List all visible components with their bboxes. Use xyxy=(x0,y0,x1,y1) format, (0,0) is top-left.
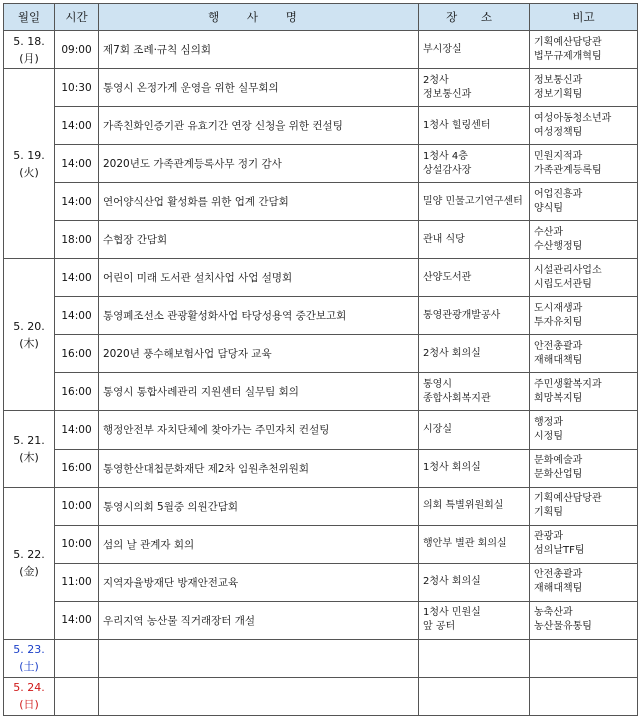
date-text: (木) xyxy=(19,451,39,465)
header-row xyxy=(4,4,638,31)
note-cell xyxy=(530,601,638,639)
place-cell xyxy=(419,221,530,259)
time-cell: 16:00 xyxy=(55,335,99,373)
place-text: 행안부 별관 회의실 xyxy=(423,538,507,550)
note-text: 재해대책팀 xyxy=(534,583,583,595)
note-text: 가족관계등록팀 xyxy=(534,164,602,176)
note-cell xyxy=(530,525,638,563)
place-text: 시장실 xyxy=(423,423,452,435)
schedule-row xyxy=(4,335,638,373)
note-cell xyxy=(530,639,638,677)
time-cell: 16:00 xyxy=(55,373,99,411)
note-text: 농축산과 xyxy=(534,607,573,619)
schedule-row xyxy=(4,69,638,107)
note-text: 여성아동청소년과 xyxy=(534,112,612,124)
note-cell xyxy=(530,449,638,487)
event-name: 지역자율방재단 방재안전교육 xyxy=(99,563,419,601)
event-name: 어린이 미래 도서관 설치사업 사업 설명회 xyxy=(99,259,419,297)
note-text: 민원지적과 xyxy=(534,150,583,162)
event-name: 통영한산대첩문화재단 제2차 임원추천위원회 xyxy=(99,449,419,487)
place-cell xyxy=(419,601,530,639)
place-cell xyxy=(419,31,530,69)
note-cell xyxy=(530,31,638,69)
place-text: 상설감사장 xyxy=(423,164,472,176)
event-name: 연어양식산업 활성화를 위한 업계 간담회 xyxy=(99,183,419,221)
place-text: 부시장실 xyxy=(423,43,462,55)
note-text: 도시재생과 xyxy=(534,302,583,314)
place-text: 2청사 회의실 xyxy=(423,576,481,588)
event-name xyxy=(99,677,419,715)
time-cell: 10:00 xyxy=(55,487,99,525)
schedule-row xyxy=(4,259,638,297)
place-cell xyxy=(419,297,530,335)
header-note: 비고 xyxy=(530,4,638,31)
header-date: 월일 xyxy=(4,4,55,31)
event-name: 통영시 통합사례관리 지원센터 실무팀 회의 xyxy=(99,373,419,411)
note-text: 기획예산담당관 xyxy=(534,493,602,505)
date-text: 5. 18. xyxy=(13,34,45,48)
time-cell: 14:00 xyxy=(55,297,99,335)
note-text: 행정과 xyxy=(534,416,563,428)
schedule-row xyxy=(4,487,638,525)
place-cell xyxy=(419,563,530,601)
note-cell xyxy=(530,297,638,335)
note-cell xyxy=(530,145,638,183)
date-text: (火) xyxy=(19,165,39,179)
date-text: (日) xyxy=(19,698,39,712)
header-event: 행 사 명 xyxy=(99,4,419,31)
event-name: 가족친화인증기관 유효기간 연장 신청을 위한 컨설팅 xyxy=(99,107,419,145)
note-cell xyxy=(530,183,638,221)
event-name: 통영폐조선소 관광활성화사업 타당성용역 중간보고회 xyxy=(99,297,419,335)
place-text: 밀양 민물고기연구센터 xyxy=(423,195,523,207)
note-cell xyxy=(530,335,638,373)
event-name: 우리지역 농산물 직거래장터 개설 xyxy=(99,601,419,639)
note-text: 기획예산담당관 xyxy=(534,36,602,48)
time-cell: 14:00 xyxy=(55,183,99,221)
place-cell xyxy=(419,525,530,563)
place-cell xyxy=(419,487,530,525)
time-cell: 10:30 xyxy=(55,69,99,107)
place-cell xyxy=(419,183,530,221)
date-text: 5. 23. xyxy=(13,643,45,657)
schedule-row xyxy=(4,145,638,183)
event-name: 섬의 날 관계자 회의 xyxy=(99,525,419,563)
note-cell xyxy=(530,373,638,411)
place-text: 2청사 xyxy=(423,74,449,86)
event-name: 2020년도 가족관계등록사무 정기 감사 xyxy=(99,145,419,183)
place-cell xyxy=(419,411,530,449)
schedule-row xyxy=(4,525,638,563)
event-name xyxy=(99,639,419,677)
note-text: 투자유치팀 xyxy=(534,316,583,328)
event-name: 통영시의회 5월중 의원간담회 xyxy=(99,487,419,525)
date-cell xyxy=(4,69,55,259)
date-cell xyxy=(4,487,55,639)
note-cell xyxy=(530,563,638,601)
date-text: 5. 20. xyxy=(13,319,45,333)
event-name: 행정안전부 자치단체에 찾아가는 주민자치 컨설팅 xyxy=(99,411,419,449)
place-text: 종합사회복지관 xyxy=(423,392,491,404)
event-name: 2020년 풍수해보험사업 담당자 교육 xyxy=(99,335,419,373)
note-cell xyxy=(530,487,638,525)
time-cell: 09:00 xyxy=(55,31,99,69)
note-text: 양식팀 xyxy=(534,202,563,214)
time-cell: 14:00 xyxy=(55,259,99,297)
note-text: 재해대책팀 xyxy=(534,354,583,366)
place-text: 1청사 회의실 xyxy=(423,462,481,474)
place-text: 정보통신과 xyxy=(423,88,472,100)
place-text: 관내 식당 xyxy=(423,233,465,245)
event-name: 통영시 온정가게 운영을 위한 실무회의 xyxy=(99,69,419,107)
place-text: 의회 특별위원회실 xyxy=(423,500,504,512)
note-text: 법무규제개혁팀 xyxy=(534,50,602,62)
place-cell xyxy=(419,145,530,183)
note-cell xyxy=(530,107,638,145)
place-text: 1청사 4층 xyxy=(423,150,468,162)
header-place: 장 소 xyxy=(419,4,530,31)
schedule-row xyxy=(4,563,638,601)
note-text: 주민생활복지과 xyxy=(534,378,602,390)
place-text: 산양도서관 xyxy=(423,271,472,283)
note-text: 시설관리사업소 xyxy=(534,264,602,276)
time-cell: 14:00 xyxy=(55,601,99,639)
time-cell: 11:00 xyxy=(55,563,99,601)
time-cell: 14:00 xyxy=(55,107,99,145)
note-text: 수산과 xyxy=(534,226,563,238)
note-text: 안전총괄과 xyxy=(534,340,583,352)
date-text: (月) xyxy=(19,51,39,65)
schedule-row xyxy=(4,297,638,335)
date-cell xyxy=(4,259,55,411)
schedule-row xyxy=(4,183,638,221)
place-cell xyxy=(419,335,530,373)
place-cell xyxy=(419,259,530,297)
note-text: 시립도서관팀 xyxy=(534,278,592,290)
place-cell xyxy=(419,107,530,145)
time-cell: 16:00 xyxy=(55,449,99,487)
time-cell xyxy=(55,639,99,677)
date-text: 5. 24. xyxy=(13,681,45,695)
note-text: 관광과 xyxy=(534,531,563,543)
event-name: 제7회 조례·규칙 심의회 xyxy=(99,31,419,69)
time-cell: 14:00 xyxy=(55,145,99,183)
schedule-row xyxy=(4,639,638,677)
place-text: 통영시 xyxy=(423,378,452,390)
schedule-row xyxy=(4,221,638,259)
date-text: (土) xyxy=(19,660,39,674)
time-cell: 18:00 xyxy=(55,221,99,259)
schedule-row xyxy=(4,677,638,715)
place-cell xyxy=(419,449,530,487)
date-cell xyxy=(4,677,55,715)
note-cell xyxy=(530,259,638,297)
note-cell xyxy=(530,411,638,449)
schedule-row xyxy=(4,107,638,145)
note-text: 문화산업팀 xyxy=(534,469,583,481)
schedule-row xyxy=(4,31,638,69)
note-text: 섬의날TF팀 xyxy=(534,545,585,557)
time-cell: 14:00 xyxy=(55,411,99,449)
note-text: 희망복지팀 xyxy=(534,392,583,404)
date-text: (木) xyxy=(19,336,39,350)
event-name: 수협장 간담회 xyxy=(99,221,419,259)
place-text: 1청사 민원실 xyxy=(423,607,481,619)
date-text: 5. 19. xyxy=(13,148,45,162)
schedule-row xyxy=(4,601,638,639)
place-cell xyxy=(419,639,530,677)
note-text: 수산행정팀 xyxy=(534,240,583,252)
note-text: 문화예술과 xyxy=(534,455,583,467)
place-cell xyxy=(419,69,530,107)
time-cell: 10:00 xyxy=(55,525,99,563)
note-text: 시정팀 xyxy=(534,430,563,442)
note-text: 정보통신과 xyxy=(534,74,583,86)
note-text: 기획팀 xyxy=(534,507,563,519)
schedule-row xyxy=(4,373,638,411)
place-cell xyxy=(419,677,530,715)
note-text: 정보기획팀 xyxy=(534,88,583,100)
date-text: (金) xyxy=(19,565,39,579)
date-text: 5. 22. xyxy=(13,548,45,562)
date-cell xyxy=(4,411,55,487)
note-text: 여성정책팀 xyxy=(534,126,583,138)
schedule-row xyxy=(4,449,638,487)
place-text: 앞 공터 xyxy=(423,621,456,633)
note-cell xyxy=(530,221,638,259)
note-cell xyxy=(530,69,638,107)
header-time: 시간 xyxy=(55,4,99,31)
place-text: 1청사 힐링센터 xyxy=(423,119,491,131)
note-cell xyxy=(530,677,638,715)
place-text: 2청사 회의실 xyxy=(423,347,481,359)
date-text: 5. 21. xyxy=(13,434,45,448)
schedule-table xyxy=(3,3,638,716)
note-text: 어업진흥과 xyxy=(534,188,583,200)
place-cell xyxy=(419,373,530,411)
time-cell xyxy=(55,677,99,715)
schedule-row xyxy=(4,411,638,449)
place-text: 통영관광개발공사 xyxy=(423,309,501,321)
date-cell xyxy=(4,639,55,677)
note-text: 농산물유통팀 xyxy=(534,621,592,633)
note-text: 안전총괄과 xyxy=(534,569,583,581)
date-cell xyxy=(4,31,55,69)
